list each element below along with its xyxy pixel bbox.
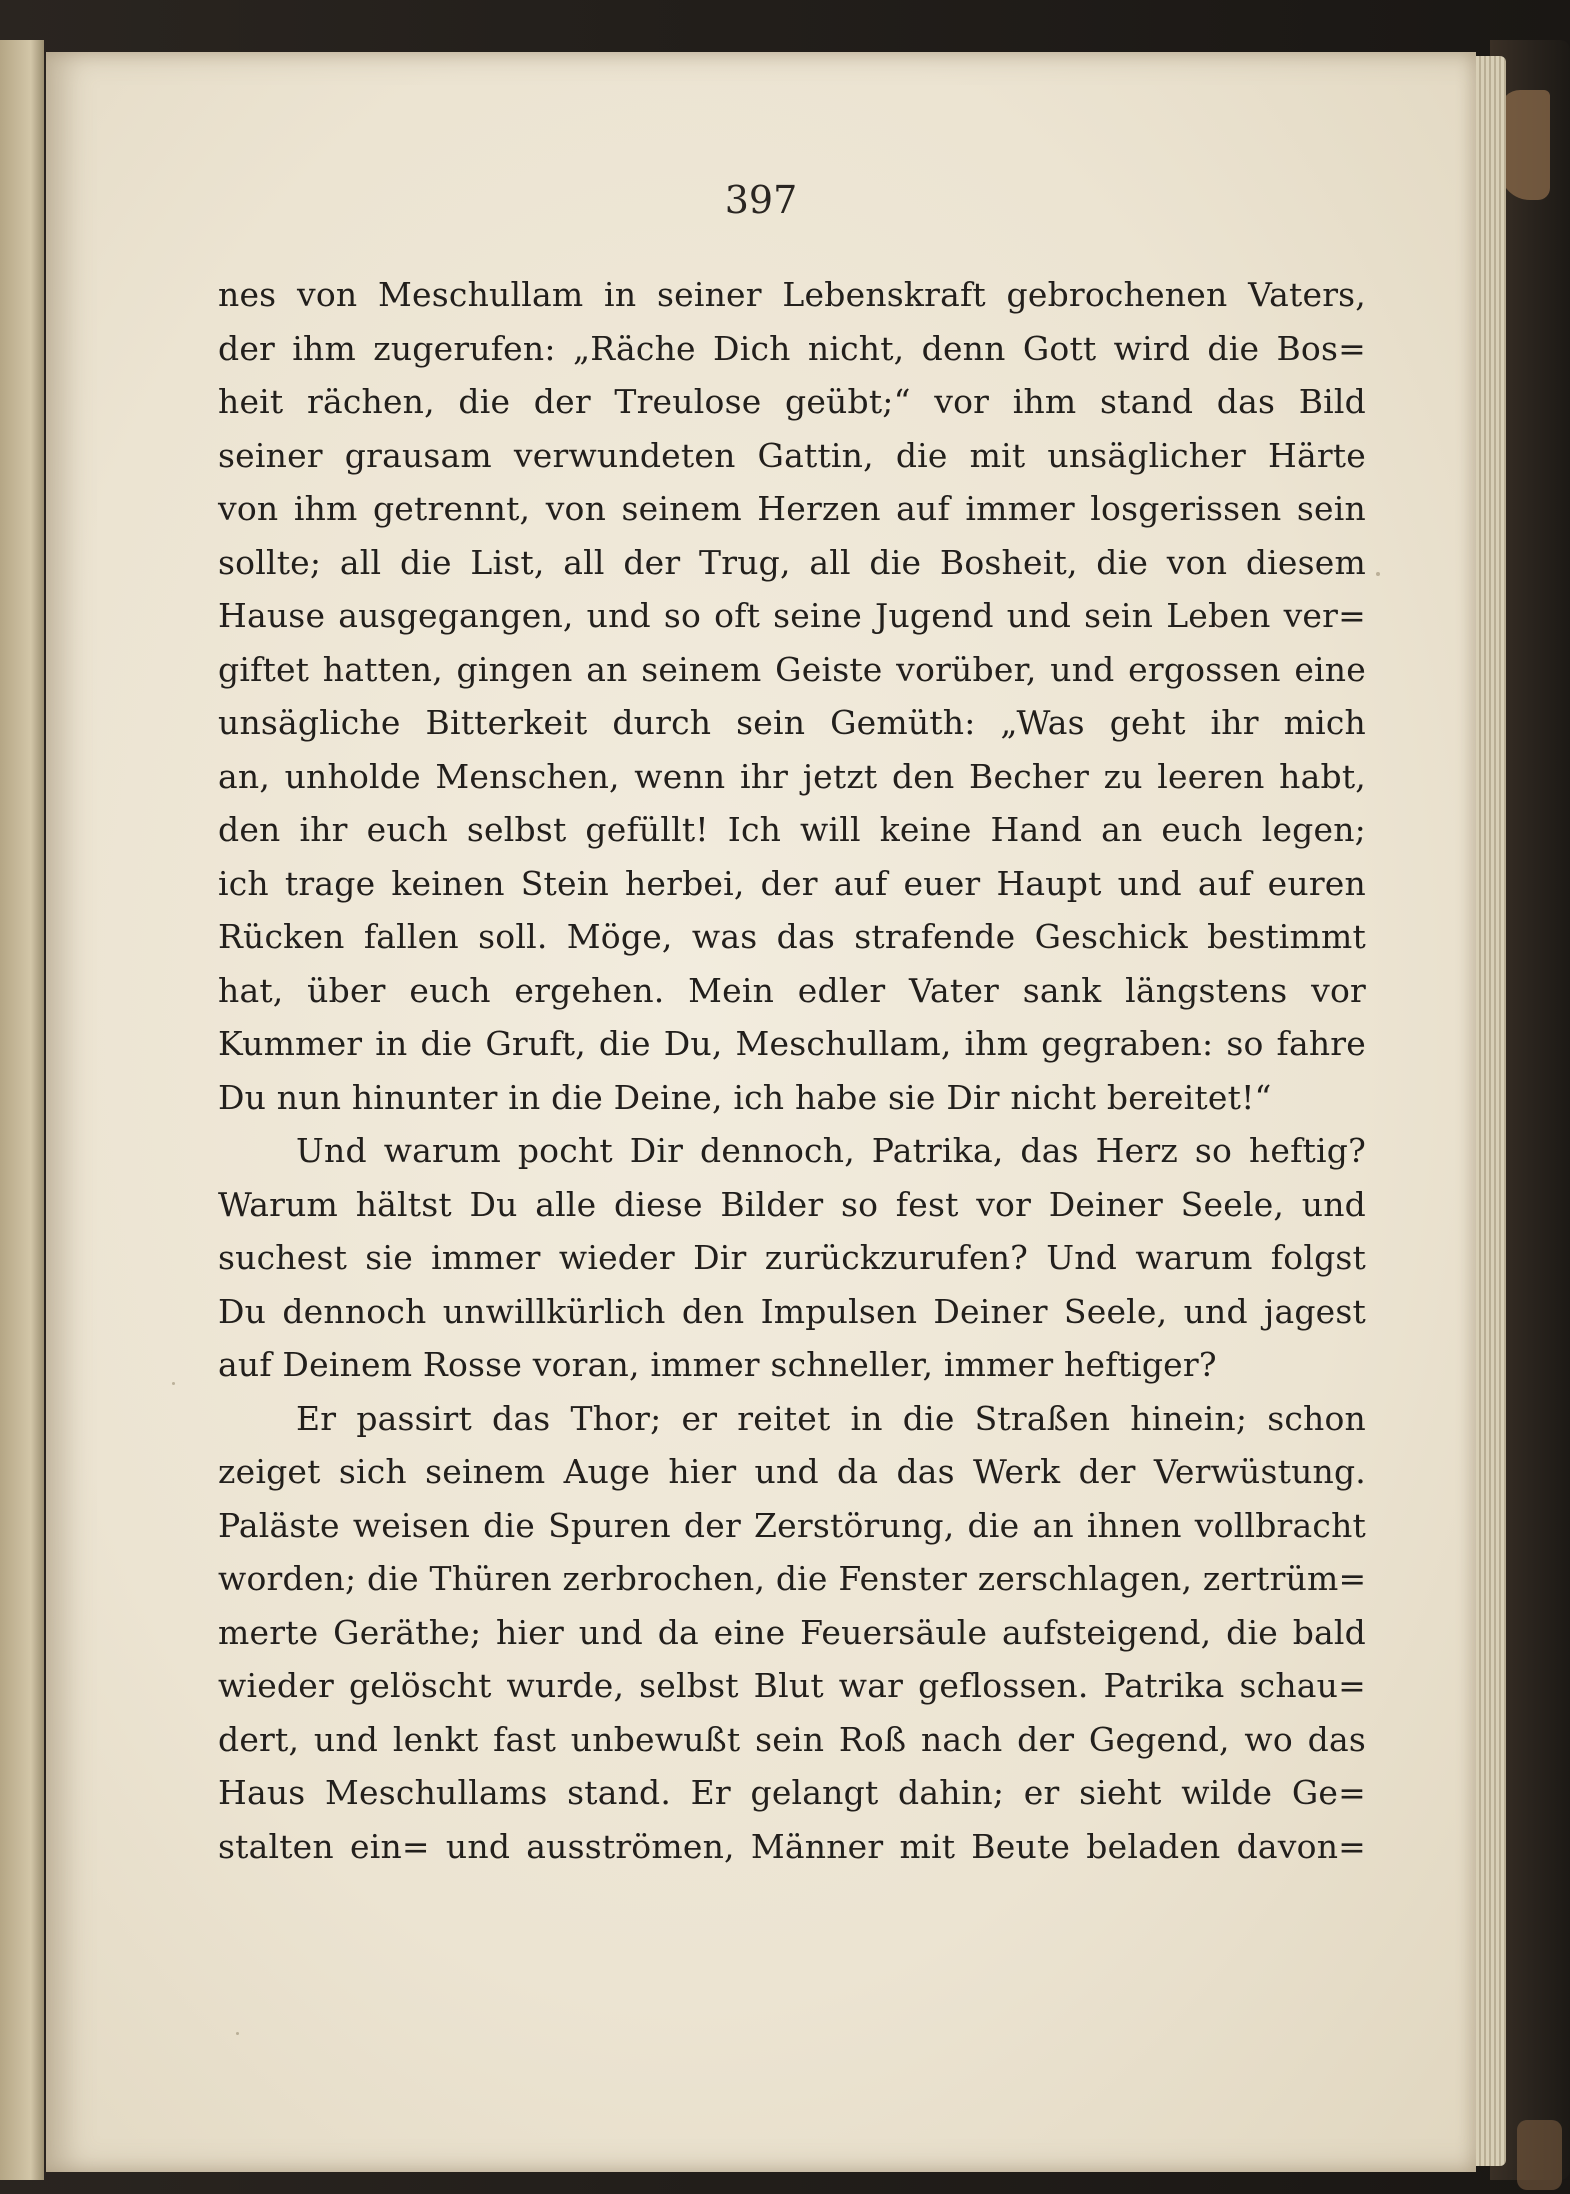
text-line: wieder gelöscht wurde, selbst Blut war geflossen. Patrika schau= [218,1666,1366,1705]
text-line: heit rächen, die der Treulose geübt;“ vor ihm stand das Bild [218,382,1366,421]
text-line: unsägliche Bitterkeit durch sein Gemüth: „Was geht ihr mich [218,703,1366,742]
text-line: an, unholde Menschen, wenn ihr jetzt den Becher zu leeren habt, [218,756,1366,796]
text-line: stalten ein= und ausströmen, Männer mit Beute beladen davon= [218,1826,1366,1866]
text-line: worden; die Thüren zerbrochen, die Fenster zerschlagen, zertrüm= [218,1559,1367,1598]
text-line: Haus Meschullams stand. Er gelangt dahin; er sieht wilde Ge= [218,1773,1366,1812]
text-line: Warum hältst Du alle diese Bilder so fest vor Deiner Seele, und [218,1184,1366,1224]
page-number: 397 [724,178,798,222]
text-line: ich trage keinen Stein herbei, der auf euer Haupt und auf euren [218,863,1366,903]
previous-page-edge [0,40,44,2180]
text-line: der ihm zugerufen: „Räche Dich nicht, denn Gott wird die Bos= [218,328,1366,368]
text-line: Kummer in die Gruft, die Du, Meschullam, ihm gegraben: so fahre [218,1024,1366,1063]
text-line: suchest sie immer wieder Dir zurückzurufen? Und warum folgst [218,1238,1366,1277]
text-line: den ihr euch selbst gefüllt! Ich will keine Hand an euch legen; [218,810,1366,849]
text-line: Paläste weisen die Spuren der Zerstörung, die an ihnen vollbracht [218,1505,1366,1545]
text-line: auf Deinem Rosse voran, immer schneller, immer heftiger? [218,1345,1217,1384]
text-line: merte Geräthe; hier und da eine Feuersäule aufsteigend, die bald [218,1612,1366,1652]
cover-wear-mark [1517,2120,1562,2190]
text-line: zeiget sich seinem Auge hier und da das Werk der Verwüstung. [218,1452,1366,1491]
text-line: Und warum pocht Dir dennoch, Patrika, das Herz so heftig? [296,1131,1366,1170]
text-line: von ihm getrennt, von seinem Herzen auf immer losgerissen sein [218,489,1366,528]
text-line: Rücken fallen soll. Möge, was das strafende Geschick bestimmt [218,917,1366,956]
book-page [46,52,1476,2172]
cover-wear-mark [1500,90,1550,200]
paper-speck [1376,572,1380,576]
body-text [218,268,1366,1873]
text-line: Du nun hinunter in die Deine, ich habe sie Dir nicht bereitet!“ [218,1077,1272,1117]
text-line: seiner grausam verwundeten Gattin, die mit unsäglicher Härte [218,435,1366,475]
paper-speck [172,1382,175,1385]
paper-speck [236,2032,239,2035]
text-line: giftet hatten, gingen an seinem Geiste vorüber, und ergossen eine [218,649,1366,689]
text-line: hat, über euch ergehen. Mein edler Vater sank längstens vor [218,970,1366,1010]
text-line: sollte; all die List, all der Trug, all die Bosheit, die von diesem [218,542,1366,582]
text-line: Hause ausgegangen, und so oft seine Jugend und sein Leben ver= [218,596,1366,635]
text-line: Er passirt das Thor; er reitet in die Straßen hinein; schon [296,1398,1366,1438]
text-line: dert, und lenkt fast unbewußt sein Roß nach der Gegend, wo das [218,1719,1366,1759]
text-line: nes von Meschullam in seiner Lebenskraft gebrochenen Vaters, [218,275,1366,314]
text-line: Du dennoch unwillkürlich den Impulsen Deiner Seele, und jagest [218,1291,1366,1331]
